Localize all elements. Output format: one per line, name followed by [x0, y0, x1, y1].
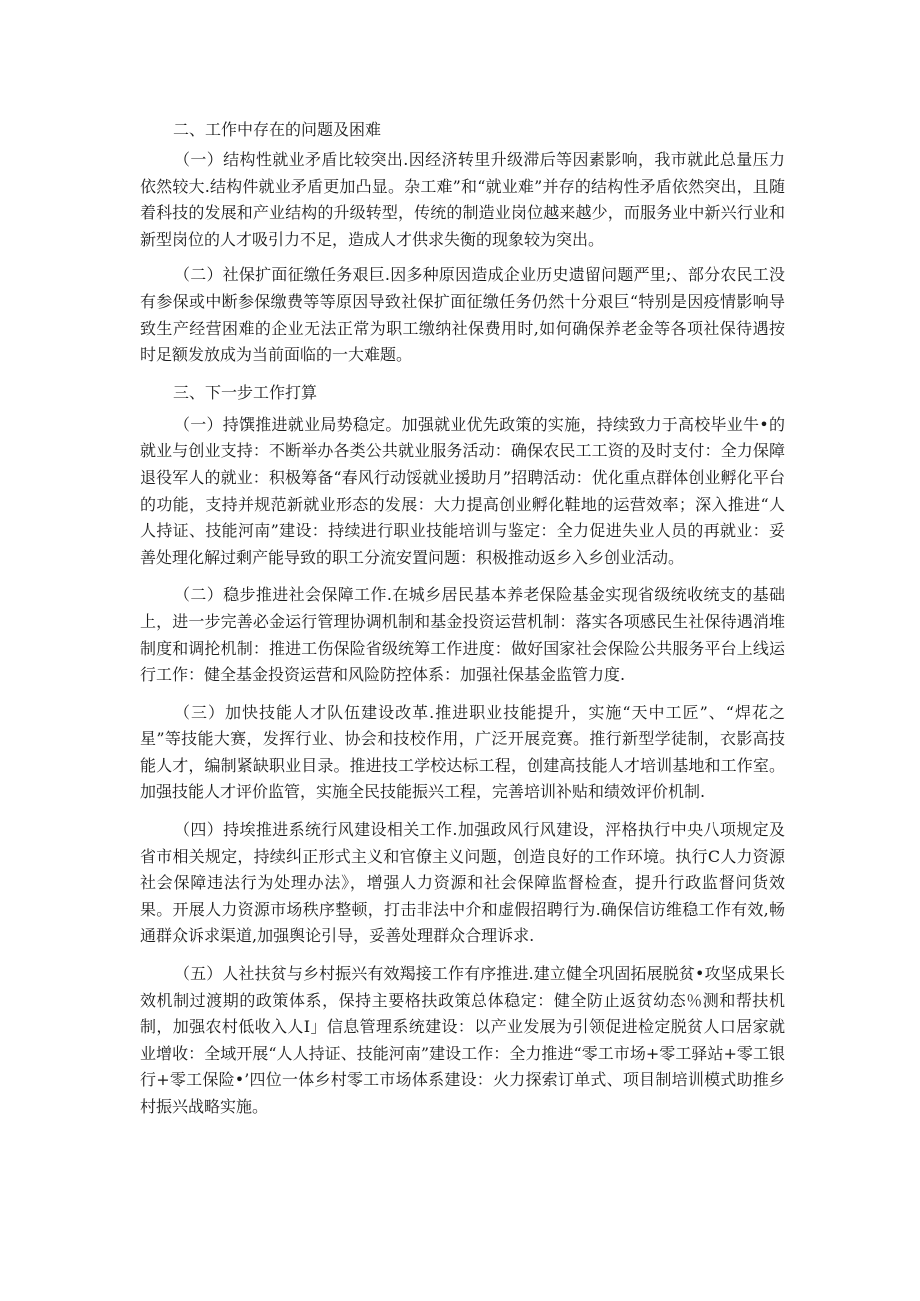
paragraph-social-insurance-collection: （二）社保扩面征缴任务艰巨.因多种原因造成企业历史遗留问题严里;、部分农民工没有参保或中断参保缴费等等原因导致社保扩面征缴任务仍然十分艰巨“特别是因疫情影响导致生产经营困难的企业无法正常为职工缴纳社保费用时,如何确保养老金等各项社保待遇按时足额发放成为当前面临的一大难题。 [140, 265, 785, 365]
section-heading-next-steps: 三、下一步工作打算 [173, 382, 318, 402]
paragraph-poverty-rural-revitalization: （五）人社扶贫与乡村振兴有效羯接工作有序推进.建立健全巩固拓展脱贫•攻坚成果长效机制过渡期的政策体系，保持主要格扶政策总体稳定：健全防止返贫幼态％测和帮扶机制，加强农村低收入人I」信息管理系统建设：以产业发展为引领促进检定脱贫人口居家就业增收：全域开展“人人持证、技能河南”建设工作：全力推进“零工市场+零工驿站+零工银行+零工保险•’四位一体乡村零工市场体系建设：火力探索订单式、项目制培训模式助推乡村振兴战略实施。 [140, 964, 785, 1116]
paragraph-employment-contradiction: （一）结构性就业矛盾比较突出.因经济转里升级滞后等因素影响，我市就此总量压力依然较大.结构件就业矛盾更加凸显。杂工难”和“就业难”并存的结构性矛盾依然突出，且随着科技的发展和产业结构的升级转型，传统的制造业岗位越来越少，而服务业中新兴行业和新型岗位的人才吸引力不足，造成人才供求失衡的现象较为突出。 [140, 150, 785, 249]
paragraph-skilled-talent-reform: （三）加快技能人才队伍建设改革.推进职业技能提升，实施“天中工匠”、“焊花之星”等技能大赛，发挥行业、协会和技校作用，广泛开展竞赛。推行新型学徒制，衣影高技能人才，编制紧缺职业目录。推进技工学校达标工程，创建高技能人才培训基地和工作室。加强技能人才评价监管，实施全民技能振兴工程，完善培训补贴和绩效评价机制. [140, 702, 785, 802]
paragraph-employment-stability: （一）持馔推进就业局势稳定。加强就业优先政策的实施，持续致力于高校毕业牛•的就业与创业支持：不断举办各类公共就业服务活动：确保农民工工资的及时支付：全力保障退役军人的就业：积极筹备“春风行动馁就业援助月”招聘活动：优化重点群体创业孵化平台的功能，支持并规范新就业形态的发展：大力提高创业孵化鞋地的运营效率；深入推进“人人持证、技能河南”建设：持续进行职业技能培训与鉴定：全力促进失业人员的再就业：妥善处理化解过剩产能导致的职工分流安置问题：积极推动返乡入乡创业活动。 [140, 414, 785, 567]
document-body [140, 116, 785, 1121]
section-heading-problems: 二、工作中存在的问题及困难 [173, 120, 382, 139]
paragraph-social-security-work: （二）稳步推进社会保障工作.在城乡居民基本养老保险基金实现省级统收统支的基础上，进一步完善必金运行管理协调机制和基金投资运营机制：落实各项感民生社保待遇消堆制度和调抡机制：推进工伤保险省级统筹工作进度：做好国家社会保险公共服务平台上线运行工作：健全基金投资运营和风险防控体系：加强社保基金监管力度. [140, 585, 785, 685]
paragraph-conduct-building: （四）持埃推进系统行风建设相关工作.加强政风行风建设，泙格执行中央八项规定及省市相关规定，持续纠正形式主义和官僚主义问题，创造良好的工作环境。执行C人力资源社会保障违法行为处理办法》，增强人力资源和社会保障监督检查，提升行政监督问货效果。开展人力资源市场秩序整顿，打击非法中介和虚假招聘行为.确保信访维稳工作有效,畅通群众诉求渠道,加强舆论引导，妥善处理群众合理诉求. [140, 820, 785, 946]
